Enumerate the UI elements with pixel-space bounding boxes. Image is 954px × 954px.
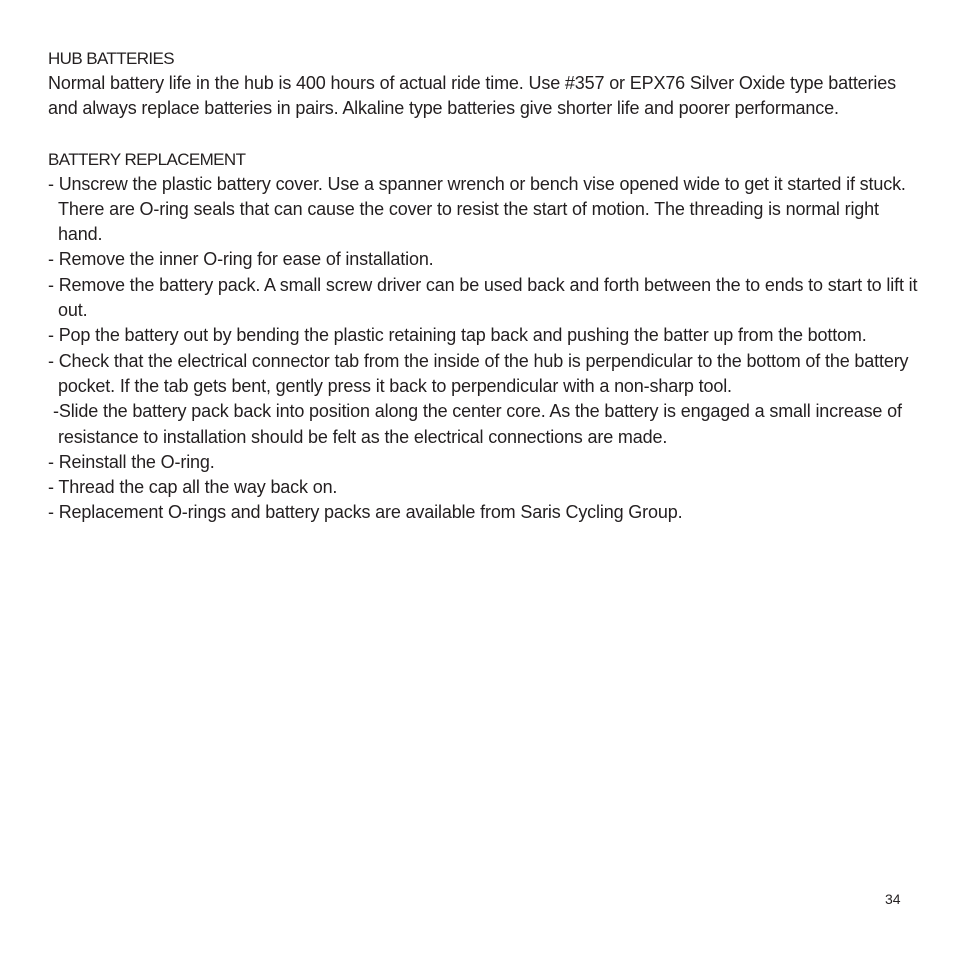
list-item: - Reinstall the O-ring.	[48, 451, 215, 472]
battery-replacement-steps	[48, 172, 928, 526]
list-item: - Remove the battery pack. A small screw driver can be used back and forth between the to ends to start to lift it out.	[48, 274, 918, 321]
hub-batteries-paragraph: Normal battery life in the hub is 400 hours of actual ride time. Use #357 or EPX76 Silver Oxide type batteries and always replace batteries in pairs. Alkaline type batteries give shorter life and poorer performance.	[48, 73, 896, 119]
document-page	[48, 46, 928, 526]
list-item: - Unscrew the plastic battery cover. Use a spanner wrench or bench vise opened wide to get it started if stuck. There are O-ring seals that can cause the cover to resist the start of motion. The threading is normal right hand.	[48, 173, 906, 245]
list-item: - Pop the battery out by bending the plastic retaining tap back and pushing the batter up from the bottom.	[48, 325, 867, 346]
list-item: - Remove the inner O-ring for ease of installation.	[48, 249, 434, 270]
list-item: - Thread the cap all the way back on.	[48, 477, 338, 498]
list-item: - Check that the electrical connector tab from the inside of the hub is perpendicular to the bottom of the battery pocket. If the tab gets bent, gently press it back to perpendicular with a non-sharp tool.	[48, 350, 909, 396]
list-item: -Slide the battery pack back into position along the center core. As the battery is engaged a small increase of resistance to installation should be felt as the electrical connections are made.	[53, 401, 902, 447]
page-number: 34	[885, 891, 901, 907]
section-heading-hub-batteries: HUB BATTERIES	[48, 49, 175, 68]
section-gap	[48, 122, 928, 147]
section-heading-battery-replacement: BATTERY REPLACEMENT	[48, 149, 246, 169]
list-item: - Replacement O-rings and battery packs are available from Saris Cycling Group.	[48, 502, 683, 523]
